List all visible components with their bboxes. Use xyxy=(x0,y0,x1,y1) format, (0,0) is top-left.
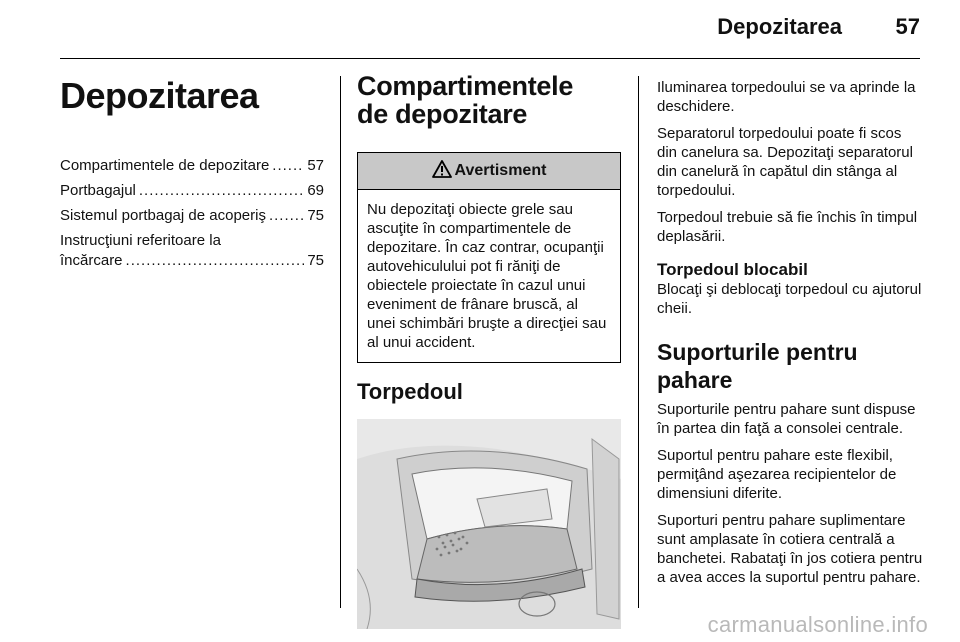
glovebox-illustration xyxy=(357,419,621,629)
paragraph: Separatorul torpedoului poate fi scos din canelura sa. Depozitaţi separatorul din canelură în capătul din stânga al torpedoului. xyxy=(657,125,913,199)
middle-column xyxy=(357,72,621,629)
chapter-title: Depozitarea xyxy=(60,75,259,116)
paragraph: Torpedoul trebuie să fie închis în timpul deplasării. xyxy=(657,209,918,245)
toc-entry-page: 57 xyxy=(307,157,324,174)
toc-leader-dots xyxy=(269,206,304,226)
right-column xyxy=(657,78,923,595)
section-title: Compartimentele de depozitare xyxy=(357,71,574,129)
warning-header xyxy=(358,153,620,190)
paragraph: Suportul pentru pahare este flexibil, permiţând aşezarea recipientelor de dimensiuni diferite. xyxy=(657,447,897,502)
table-of-contents xyxy=(60,156,324,271)
column-divider-right xyxy=(638,76,639,608)
toc-leader-dots xyxy=(272,156,304,176)
column-divider-left xyxy=(340,76,341,608)
warning-triangle-icon xyxy=(432,156,452,192)
subsection-title: Torpedoul xyxy=(357,379,463,404)
toc-entry-label: încărcare xyxy=(60,252,123,269)
left-column xyxy=(60,72,324,276)
page-number: 57 xyxy=(895,14,920,39)
warning-title: Avertisment xyxy=(454,162,547,179)
toc-leader-dots xyxy=(139,181,304,201)
paragraph: Suporturi pentru pahare suplimentare sunt amplasate în cotiera centrală a banchetei. Rabataţi în jos cotiera pentru a avea acces la suportul pentru pahare. xyxy=(657,512,923,586)
paragraph: Iluminarea torpedoului se va aprinde la deschidere. xyxy=(657,79,916,115)
toc-leader-dots xyxy=(126,251,305,271)
watermark: carmanualsonline.info xyxy=(707,612,928,637)
toc-entry[interactable] xyxy=(60,206,324,226)
toc-entry[interactable] xyxy=(60,156,324,176)
heading-locking-glovebox: Torpedoul blocabil xyxy=(657,260,808,279)
toc-entry-label: Portbagajul xyxy=(60,182,136,199)
toc-entry-label-line1: Instrucţiuni referitoare la xyxy=(60,232,221,249)
warning-text: Nu depozitaţi obiecte grele sau ascuţite în compartimentele de depozitare. În caz contrar, ocupanţii autovehiculului pot fi răniţi de obiectele proiectate în cazul unui eveniment de frânare bruscă, al unei schimbări bruşte a direcţiei sau al unui accident. xyxy=(367,201,607,351)
toc-entry[interactable] xyxy=(60,181,324,201)
toc-entry-label: Sistemul portbagaj de acoperiş xyxy=(60,207,266,224)
paragraph: Blocaţi şi deblocaţi torpedoul cu ajutorul cheii. xyxy=(657,281,922,317)
warning-box xyxy=(357,152,621,363)
toc-entry-page: 75 xyxy=(307,207,324,224)
header-title: Depozitarea xyxy=(717,14,842,39)
toc-entry-page: 75 xyxy=(307,252,324,269)
heading-cupholders: Suporturile pentru pahare xyxy=(657,339,858,393)
paragraph: Suporturile pentru pahare sunt dispuse în partea din faţă a consolei centrale. xyxy=(657,401,916,437)
header-rule xyxy=(60,58,920,59)
toc-entry-page: 69 xyxy=(307,182,324,199)
toc-entry-label: Compartimentele de depozitare xyxy=(60,157,270,174)
toc-entry[interactable] xyxy=(60,231,324,271)
